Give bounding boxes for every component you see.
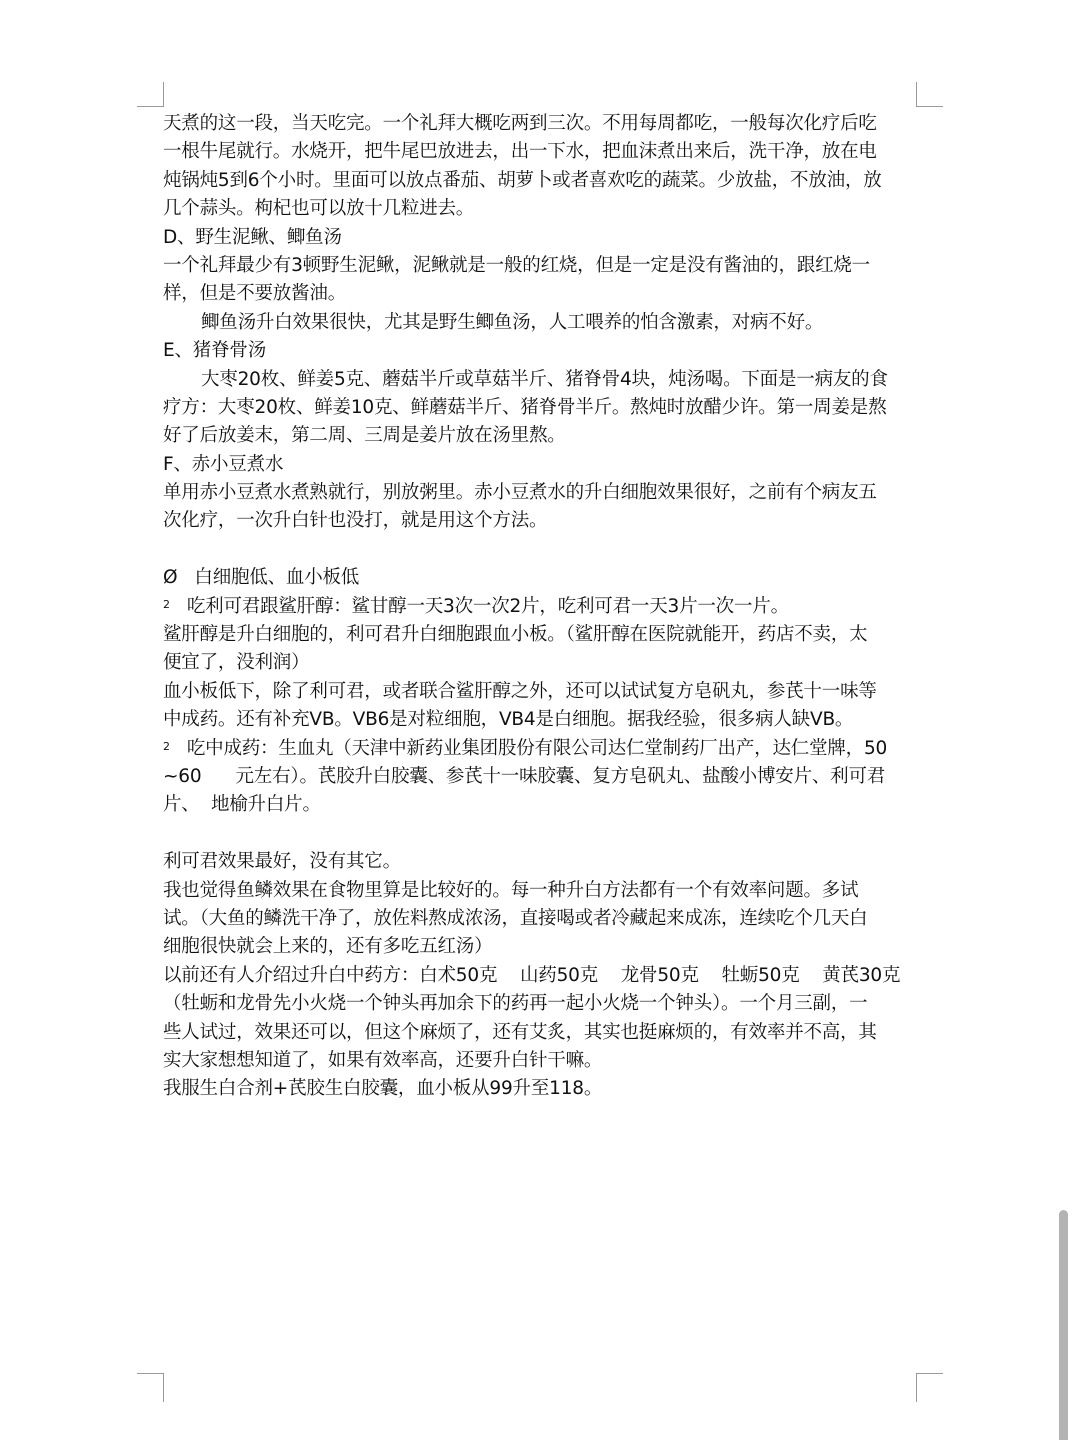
line-text: 便宜了，没利润）	[163, 652, 310, 674]
text-line	[163, 593, 923, 621]
text-line	[163, 167, 923, 195]
line-text: 炖锅炖5到6个小时。里面可以放点番茄、胡萝卜或者喜欢吃的蔬菜。少放盐，不放油，放	[163, 169, 882, 191]
line-text: 几个蒜头。枸杞也可以放十几粒进去。	[163, 198, 475, 220]
line-text: 我服生白合剂+芪胶生白胶囊，血小板从99升至118。	[163, 1078, 603, 1100]
document-body	[163, 110, 923, 1104]
text-line	[163, 763, 923, 791]
text-line	[163, 110, 923, 138]
line-text: F、赤小豆煮水	[163, 453, 284, 475]
text-line	[163, 735, 923, 763]
text-line	[163, 848, 923, 876]
text-line	[163, 394, 923, 422]
line-text: 一根牛尾就行。水烧开，把牛尾巴放进去，出一下水，把血沫煮出来后，洗干净，放在电	[163, 141, 877, 163]
line-text: 单用赤小豆煮水煮熟就行，别放粥里。赤小豆煮水的升白细胞效果很好，之前有个病友五	[163, 482, 877, 504]
text-line	[163, 451, 923, 479]
text-line	[163, 422, 923, 450]
vertical-scrollbar-thumb[interactable]	[1059, 1210, 1068, 1440]
line-text: 些人试过，效果还可以，但这个麻烦了，还有艾炙，其实也挺麻烦的，有效率并不高，其	[163, 1021, 877, 1043]
text-line	[163, 479, 923, 507]
page-corner-mark-bottom-right	[916, 1373, 943, 1402]
text-line	[163, 678, 923, 706]
line-text: 一个礼拜最少有3顿野生泥鳅，泥鳅就是一般的红烧，但是一定是没有酱油的，跟红烧一	[163, 254, 870, 276]
line-text: Ø 白细胞低、血小板低	[163, 567, 360, 589]
bullet-marker: 2	[163, 597, 170, 611]
blank-line	[163, 536, 923, 564]
text-line	[163, 1047, 923, 1075]
line-text: 天煮的这一段，当天吃完。一个礼拜大概吃两到三次。不用每周都吃，一般每次化疗后吃	[163, 113, 877, 134]
line-text: 利可君效果最好，没有其它。	[163, 851, 401, 873]
text-line	[163, 877, 923, 905]
bullet-marker: 2	[163, 739, 170, 753]
text-line	[163, 337, 923, 365]
text-line	[163, 933, 923, 961]
line-text: 我也觉得鱼鳞效果在食物里算是比较好的。每一种升白方法都有一个有效率问题。多试	[163, 879, 859, 901]
line-text: 大枣20枚、鲜姜5克、蘑菇半斤或草菇半斤、猪脊骨4块，炖汤喝。下面是一病友的食	[201, 368, 888, 390]
text-line	[163, 280, 923, 308]
line-text: E、猪脊骨汤	[163, 340, 266, 362]
line-text: 试。（大鱼的鳞洗干净了，放佐料熬成浓汤，直接喝或者冷藏起来成冻，连续吃个几天白	[163, 907, 868, 929]
text-line	[163, 138, 923, 166]
line-text: 疗方：大枣20枚、鲜姜10克、鲜蘑菇半斤、猪脊骨半斤。熬炖时放醋少许。第一周姜是熬	[163, 396, 887, 418]
line-text: 样，但是不要放酱油。	[163, 283, 347, 305]
text-line	[163, 224, 923, 252]
line-text: 血小板低下，除了利可君，或者联合鲨肝醇之外，还可以试试复方皂矾丸，参芪十一味等	[163, 680, 877, 702]
text-line	[163, 791, 923, 819]
line-text: 片、 地榆升白片。	[163, 794, 321, 816]
text-line	[163, 507, 923, 535]
line-text: 次化疗，一次升白针也没打，就是用这个方法。	[163, 510, 548, 532]
text-line	[163, 990, 923, 1018]
line-text: 吃中成药：生血丸（天津中新药业集团股份有限公司达仁堂制药厂出产，达仁堂牌，50	[186, 737, 888, 759]
line-text: （牡蛎和龙骨先小火烧一个钟头再加余下的药再一起小火烧一个钟头）。一个月三副，一	[163, 993, 868, 1015]
text-line	[163, 649, 923, 677]
line-text: 实大家想想知道了，如果有效率高，还要升白针干嘛。	[163, 1049, 603, 1071]
line-text: 吃利可君跟鲨肝醇：鲨甘醇一天3次一次2片，吃利可君一天3片一次一片。	[186, 595, 789, 617]
line-text: D、野生泥鳅、鲫鱼汤	[163, 226, 342, 248]
line-text: 中成药。还有补充VB。VB6是对粒细胞，VB4是白细胞。据我经验，很多病人缺VB。	[163, 709, 854, 731]
text-line	[163, 366, 923, 394]
blank-line	[163, 820, 923, 848]
line-text: 以前还有人介绍过升白中药方：白术50克 山药50克 龙骨50克 牡蛎50克 黄芪30克	[163, 964, 901, 986]
line-text: 鲫鱼汤升白效果很快，尤其是野生鲫鱼汤，人工喂养的怕含激素，对病不好。	[201, 311, 824, 333]
line-text: ~60 元左右）。芪胶升白胶囊、参芪十一味胶囊、复方皂矾丸、盐酸小博安片、利可君	[163, 765, 886, 787]
text-line	[163, 309, 923, 337]
text-line	[163, 195, 923, 223]
text-line	[163, 1075, 923, 1103]
page-corner-mark-top-right	[916, 82, 943, 107]
text-line	[163, 252, 923, 280]
text-line	[163, 621, 923, 649]
text-line	[163, 1019, 923, 1047]
text-line	[163, 962, 923, 990]
text-line	[163, 706, 923, 734]
page-corner-mark-bottom-left	[137, 1373, 164, 1402]
text-line	[163, 905, 923, 933]
line-text: 好了后放姜末，第二周、三周是姜片放在汤里熬。	[163, 425, 566, 447]
text-line	[163, 564, 923, 592]
line-text: 鲨肝醇是升白细胞的，利可君升白细胞跟血小板。（鲨肝醇在医院就能开，药店不卖，太	[163, 624, 868, 646]
line-text: 细胞很快就会上来的，还有多吃五红汤）	[163, 936, 493, 958]
page-corner-mark-top-left	[137, 82, 164, 107]
